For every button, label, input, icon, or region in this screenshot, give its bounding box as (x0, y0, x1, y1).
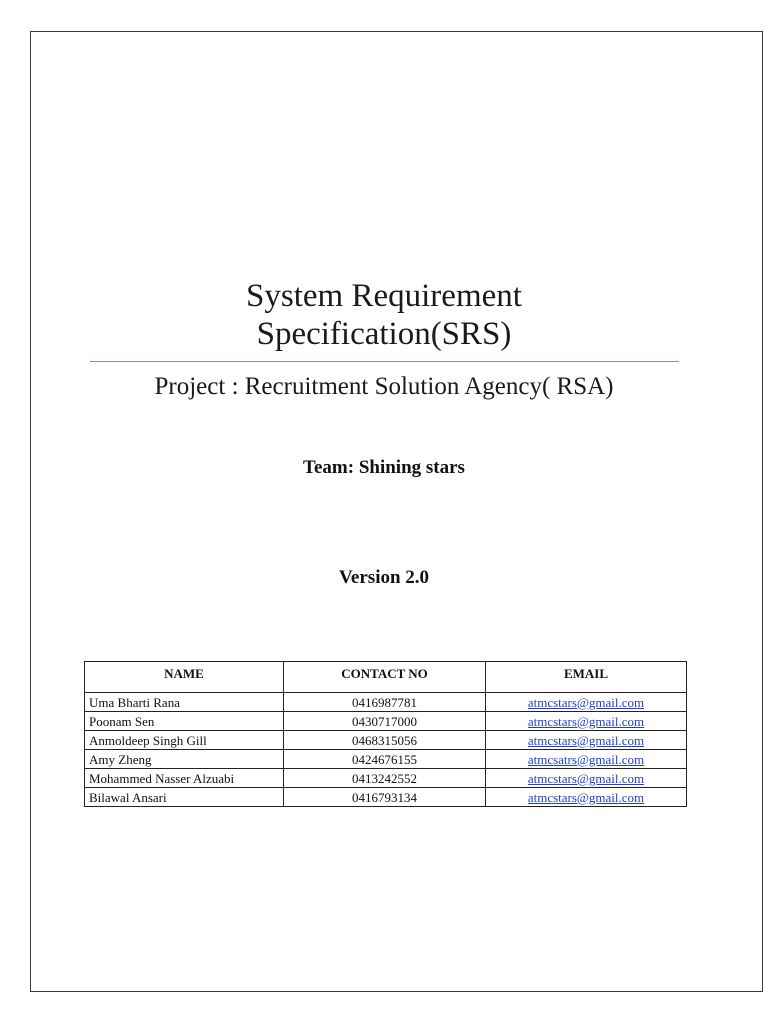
table-row (85, 750, 687, 769)
page-border (30, 31, 763, 992)
header-name: NAME (85, 662, 284, 693)
member-name: Anmoldeep Singh Gill (85, 731, 284, 750)
table-header-row (85, 662, 687, 693)
member-email-link[interactable]: atmcstars@gmail.com (527, 694, 645, 710)
title-divider (90, 361, 679, 362)
table-row (85, 693, 687, 712)
member-contact: 0468315056 (284, 731, 486, 750)
member-email-link[interactable]: atmcstars@gmail.com (527, 789, 645, 805)
member-name: Poonam Sen (85, 712, 284, 731)
member-contact: 0413242552 (284, 769, 486, 788)
header-contact: CONTACT NO (284, 662, 486, 693)
contacts-table (84, 661, 687, 807)
version-heading: Version 2.0 (338, 567, 430, 588)
team-heading: Team: Shining stars (303, 457, 465, 478)
member-contact: 0424676155 (284, 750, 486, 769)
member-contact: 0430717000 (284, 712, 486, 731)
member-email-link[interactable]: atmcsatrs@gmail.com (527, 751, 645, 767)
title-line-1: System Requirement (246, 278, 522, 314)
member-contact: 0416793134 (284, 788, 486, 807)
member-email-link[interactable]: atmcstars@gmail.com (527, 713, 645, 729)
member-name: Mohammed Nasser Alzuabi (85, 769, 284, 788)
member-name: Bilawal Ansari (85, 788, 284, 807)
table-row (85, 712, 687, 731)
member-name: Amy Zheng (85, 750, 284, 769)
member-contact: 0416987781 (284, 693, 486, 712)
member-email-link[interactable]: atmcstars@gmail.com (527, 732, 645, 748)
table-row (85, 788, 687, 807)
table-row (85, 769, 687, 788)
document-title (0, 277, 768, 353)
header-email: EMAIL (486, 662, 687, 693)
table-row (85, 731, 687, 750)
title-line-2: Specification(SRS) (256, 316, 512, 352)
project-subtitle: Project : Recruitment Solution Agency( RSA) (154, 373, 614, 400)
member-email-link[interactable]: atmcstars@gmail.com (527, 770, 645, 786)
member-name: Uma Bharti Rana (85, 693, 284, 712)
